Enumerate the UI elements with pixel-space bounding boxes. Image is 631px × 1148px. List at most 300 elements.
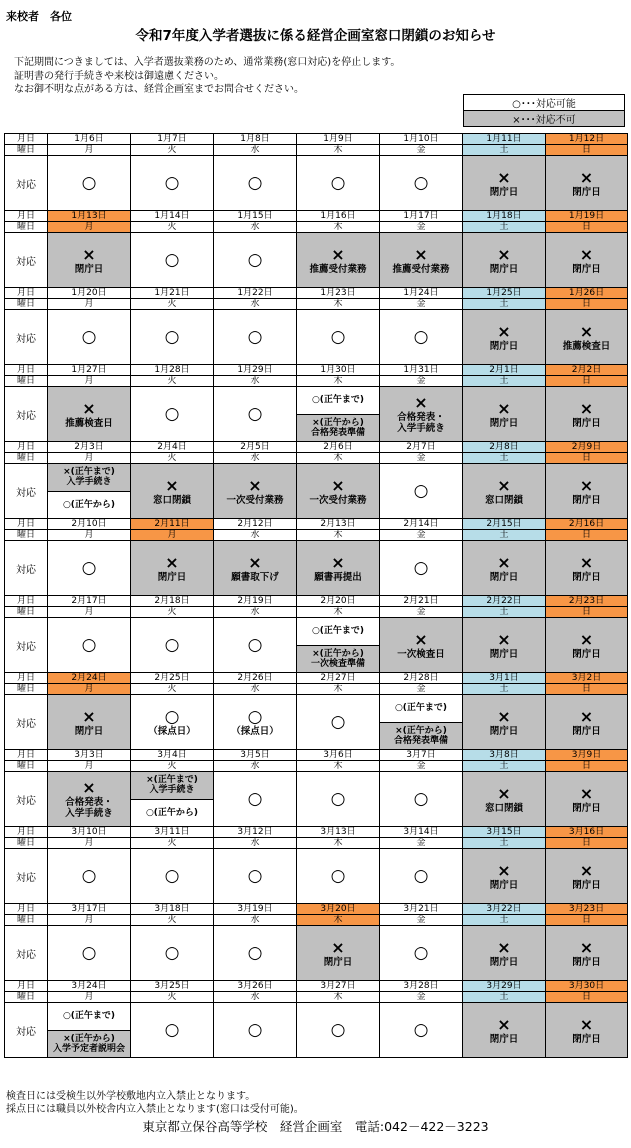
weekday-cell: 月	[48, 915, 131, 926]
weekday-cell: 金	[380, 838, 463, 849]
cross-icon: ×	[579, 706, 594, 726]
date-cell: 2月15日	[463, 519, 546, 530]
status-cell-closed	[463, 618, 546, 673]
weekday-cell: 月	[48, 145, 131, 156]
row-header-status: 対応	[5, 310, 48, 365]
cross-icon: ×	[579, 1014, 594, 1034]
status-cell-closed	[297, 541, 380, 596]
status-cell-open	[131, 618, 214, 673]
row-header-status: 対応	[5, 695, 48, 750]
circle-icon: ○	[164, 1020, 180, 1040]
weekday-cell: 土	[463, 684, 546, 695]
status-cell-closed	[297, 464, 380, 519]
circle-icon: ○	[81, 173, 97, 193]
circle-icon: ○	[330, 712, 346, 732]
status-text: 入学手続き	[66, 477, 112, 488]
open-note: （採点日）	[148, 725, 196, 737]
weekday-cell: 土	[463, 453, 546, 464]
weekday-cell: 木	[297, 992, 380, 1003]
status-text: ○(正午まで)	[394, 703, 448, 714]
status-cell-open	[48, 618, 131, 673]
date-cell: 3月19日	[214, 904, 297, 915]
closure-reason: 願書再提出	[314, 571, 362, 583]
date-cell: 2月14日	[380, 519, 463, 530]
date-row	[5, 442, 628, 453]
footnote: 検査日には受検生以外学校敷地内立入禁止となります。	[6, 1091, 256, 1102]
date-cell: 2月18日	[131, 596, 214, 607]
split-status	[48, 1003, 130, 1057]
weekday-cell: 金	[380, 299, 463, 310]
cross-icon: ×	[414, 244, 428, 264]
status-cell-split	[48, 1003, 131, 1058]
dow-row	[5, 761, 628, 772]
date-cell: 2月12日	[214, 519, 297, 530]
weekday-cell: 土	[463, 992, 546, 1003]
status-text: 合格発表準備	[310, 427, 365, 438]
date-cell: 3月29日	[463, 981, 546, 992]
row-header-dow: 曜日	[5, 838, 48, 849]
date-cell: 1月9日	[297, 134, 380, 145]
weekday-cell: 火	[131, 992, 214, 1003]
weekday-cell: 月	[48, 453, 131, 464]
row-header-dow: 曜日	[5, 992, 48, 1003]
status-cell-closed	[48, 387, 131, 442]
row-header-status: 対応	[5, 772, 48, 827]
date-row	[5, 211, 628, 222]
closure-reason: 閉庁日	[489, 956, 519, 968]
closure-reason: 閉庁日	[572, 802, 601, 814]
status-cell-open	[131, 1003, 214, 1058]
date-cell: 3月21日	[380, 904, 463, 915]
cross-icon: ×	[82, 706, 96, 726]
weekday-cell: 土	[463, 838, 546, 849]
status-row	[5, 695, 628, 750]
closure-reason: 閉庁日	[489, 1033, 519, 1045]
status-cell-closed	[463, 387, 546, 442]
weekday-cell: 水	[214, 838, 297, 849]
available-part	[380, 695, 462, 722]
circle-icon: ○	[81, 635, 97, 655]
row-header-dow: 曜日	[5, 299, 48, 310]
unavailable-part	[131, 772, 213, 799]
closure-reason: 閉庁日	[489, 879, 519, 891]
status-cell-closed	[546, 310, 628, 365]
closure-reason: 閉庁日	[489, 340, 519, 352]
weekday-cell: 土	[463, 145, 546, 156]
row-header-date: 月日	[5, 596, 48, 607]
status-cell-closed	[463, 849, 546, 904]
circle-icon: ○	[164, 250, 180, 270]
status-text: ×(正午まで)	[63, 467, 115, 478]
circle-icon: ○	[164, 173, 180, 193]
date-cell: 1月26日	[546, 288, 628, 299]
cross-icon: ×	[579, 321, 594, 341]
status-cell-closed	[546, 233, 628, 288]
closure-reason: 閉庁日	[572, 725, 601, 737]
status-cell-closed	[546, 772, 628, 827]
date-cell: 3月28日	[380, 981, 463, 992]
closure-reason: 願書取下げ	[231, 571, 279, 583]
date-cell: 2月26日	[214, 673, 297, 684]
status-cell-closed	[48, 695, 131, 750]
weekday-cell: 火	[131, 145, 214, 156]
status-row	[5, 310, 628, 365]
status-cell-open	[380, 310, 463, 365]
date-cell: 3月12日	[214, 827, 297, 838]
date-cell: 3月30日	[546, 981, 628, 992]
date-cell: 2月8日	[463, 442, 546, 453]
row-header-date: 月日	[5, 981, 48, 992]
circle-icon: ○	[247, 635, 263, 655]
date-row	[5, 904, 628, 915]
weekday-cell: 土	[463, 376, 546, 387]
split-status	[297, 387, 379, 441]
status-cell-open	[214, 695, 297, 750]
row-header-date: 月日	[5, 673, 48, 684]
status-cell-open	[214, 849, 297, 904]
cross-icon: ×	[579, 783, 594, 803]
cross-icon: ×	[497, 552, 511, 572]
closure-reason: 合格発表・	[65, 797, 113, 808]
page-title: 令和7年度入学者選抜に係る経営企画室窓口閉鎖のお知らせ	[135, 28, 496, 44]
status-cell-closed	[463, 695, 546, 750]
weekday-cell: 日	[546, 145, 628, 156]
status-cell-closed	[131, 464, 214, 519]
closure-reason: 閉庁日	[572, 571, 601, 583]
date-cell: 1月19日	[546, 211, 628, 222]
weekday-cell: 木	[297, 530, 380, 541]
date-cell: 2月11日	[131, 519, 214, 530]
row-header-status: 対応	[5, 464, 48, 519]
status-cell-closed	[297, 233, 380, 288]
date-cell: 2月17日	[48, 596, 131, 607]
available-part	[48, 1003, 130, 1030]
status-text: 合格発表準備	[393, 735, 448, 746]
status-text: ○(正午まで)	[311, 395, 365, 406]
date-cell: 3月23日	[546, 904, 628, 915]
status-cell-open	[297, 310, 380, 365]
dow-row	[5, 838, 628, 849]
unavailable-part	[48, 1030, 130, 1058]
cross-icon: ×	[579, 244, 594, 264]
weekday-cell: 火	[131, 607, 214, 618]
weekday-cell: 火	[131, 299, 214, 310]
date-row	[5, 673, 628, 684]
weekday-cell: 火	[131, 376, 214, 387]
weekday-cell: 日	[546, 299, 628, 310]
weekday-cell: 月	[48, 376, 131, 387]
split-status	[380, 695, 462, 749]
status-row	[5, 1003, 628, 1058]
status-text: 入学予定者説明会	[52, 1043, 125, 1054]
date-cell: 1月22日	[214, 288, 297, 299]
date-cell: 3月15日	[463, 827, 546, 838]
row-header-status: 対応	[5, 233, 48, 288]
date-cell: 1月20日	[48, 288, 131, 299]
cross-icon: ×	[497, 321, 511, 341]
weekday-cell: 水	[214, 915, 297, 926]
contact-info: 東京都立保谷高等学校 経営企画室 電話:042－422－3223	[142, 1119, 489, 1134]
status-cell-closed	[214, 464, 297, 519]
row-header-status: 対応	[5, 1003, 48, 1058]
status-cell-closed	[463, 310, 546, 365]
dow-row	[5, 145, 628, 156]
date-cell: 2月6日	[297, 442, 380, 453]
date-cell: 3月1日	[463, 673, 546, 684]
closure-reason: 閉庁日	[489, 725, 519, 737]
weekday-cell: 木	[297, 453, 380, 464]
status-cell-closed	[380, 618, 463, 673]
weekday-cell: 水	[214, 145, 297, 156]
status-text: 入学手続き	[149, 785, 195, 796]
row-header-dow: 曜日	[5, 376, 48, 387]
status-cell-open	[214, 156, 297, 211]
weekday-cell: 木	[297, 838, 380, 849]
circle-icon: ○	[164, 943, 180, 963]
status-cell-open	[380, 464, 463, 519]
weekday-cell: 金	[380, 761, 463, 772]
weekday-cell: 金	[380, 145, 463, 156]
closure-reason: 閉庁日	[489, 648, 519, 660]
status-cell-open	[380, 849, 463, 904]
circle-icon: ○	[247, 250, 263, 270]
date-cell: 3月25日	[131, 981, 214, 992]
status-text: ○(正午から)	[62, 499, 116, 510]
date-cell: 3月8日	[463, 750, 546, 761]
date-cell: 2月9日	[546, 442, 628, 453]
status-cell-open	[297, 849, 380, 904]
status-cell-open	[214, 1003, 297, 1058]
status-cell-closed	[463, 464, 546, 519]
date-cell: 1月18日	[463, 211, 546, 222]
status-cell-closed	[463, 1003, 546, 1058]
status-cell-open	[48, 156, 131, 211]
circle-icon: ○	[413, 481, 429, 501]
circle-icon: ○	[413, 866, 429, 886]
row-header-date: 月日	[5, 750, 48, 761]
status-text: ×(正午から)	[312, 648, 364, 659]
date-cell: 2月1日	[463, 365, 546, 376]
row-header-status: 対応	[5, 387, 48, 442]
date-cell: 2月10日	[48, 519, 131, 530]
circle-icon: ○	[330, 1020, 346, 1040]
closure-reason: 閉庁日	[572, 956, 601, 968]
status-cell-closed	[546, 541, 628, 596]
status-cell-open	[297, 695, 380, 750]
status-cell-closed	[463, 926, 546, 981]
weekday-cell: 木	[297, 145, 380, 156]
weekday-cell: 水	[214, 530, 297, 541]
circle-icon: ○	[330, 789, 346, 809]
footnote: 採点日には職員以外校舎内立入禁止となります(窓口は受付可能)。	[6, 1104, 304, 1115]
status-row	[5, 849, 628, 904]
weekday-cell: 火	[131, 222, 214, 233]
row-header-date: 月日	[5, 134, 48, 145]
cross-icon: ×	[497, 937, 511, 957]
circle-icon: ○	[81, 327, 97, 347]
row-header-date: 月日	[5, 288, 48, 299]
status-cell-split	[131, 772, 214, 827]
status-cell-open	[48, 310, 131, 365]
date-row	[5, 365, 628, 376]
row-header-date: 月日	[5, 827, 48, 838]
status-cell-split	[380, 695, 463, 750]
weekday-cell: 金	[380, 607, 463, 618]
date-cell: 2月28日	[380, 673, 463, 684]
weekday-cell: 日	[546, 838, 628, 849]
closure-reason: 閉庁日	[489, 263, 519, 275]
weekday-cell: 土	[463, 530, 546, 541]
date-cell: 3月20日	[297, 904, 380, 915]
row-header-status: 対応	[5, 618, 48, 673]
weekday-cell: 木	[297, 376, 380, 387]
status-row	[5, 233, 628, 288]
weekday-cell: 日	[546, 915, 628, 926]
date-cell: 2月4日	[131, 442, 214, 453]
status-text: ×(正午から)	[312, 417, 364, 428]
date-cell: 1月10日	[380, 134, 463, 145]
circle-icon: ○	[413, 327, 429, 347]
closure-reason: 推薦検査日	[562, 340, 611, 352]
date-cell: 1月24日	[380, 288, 463, 299]
date-cell: 2月27日	[297, 673, 380, 684]
weekday-cell: 金	[380, 915, 463, 926]
circle-icon: ○	[164, 635, 180, 655]
closure-reason: 閉庁日	[572, 494, 601, 506]
circle-icon: ○	[81, 558, 97, 578]
circle-icon: ○	[330, 866, 346, 886]
closure-reason: 一次受付業務	[226, 494, 284, 506]
circle-icon: ○	[413, 1020, 429, 1040]
cross-icon: ×	[497, 244, 511, 264]
date-cell: 3月22日	[463, 904, 546, 915]
circle-icon: ○	[164, 866, 180, 886]
weekday-cell: 水	[214, 222, 297, 233]
cross-icon: ×	[579, 167, 594, 187]
cross-icon: ×	[331, 244, 345, 264]
status-cell-closed	[546, 926, 628, 981]
circle-icon: ○	[247, 1020, 263, 1040]
status-text: ○(正午まで)	[62, 1011, 116, 1022]
available-part	[131, 799, 213, 827]
cross-icon: ×	[248, 475, 262, 495]
circle-icon: ○	[247, 404, 263, 424]
notice-line: 証明書の発行手続きや来校は御遠慮ください。	[14, 70, 224, 82]
closure-reason: 閉庁日	[74, 263, 104, 275]
dow-row	[5, 530, 628, 541]
cross-icon: ×	[497, 629, 511, 649]
status-row	[5, 618, 628, 673]
closure-reason: 推薦受付業務	[392, 263, 450, 275]
cross-icon: ×	[579, 937, 594, 957]
date-cell: 1月28日	[131, 365, 214, 376]
weekday-cell: 土	[463, 915, 546, 926]
row-header-dow: 曜日	[5, 222, 48, 233]
cross-icon: ×	[165, 552, 179, 572]
weekday-cell: 金	[380, 376, 463, 387]
weekday-cell: 火	[131, 761, 214, 772]
cross-icon: ×	[497, 167, 511, 187]
weekday-cell: 月	[131, 530, 214, 541]
split-status	[297, 618, 379, 672]
status-cell-open	[131, 849, 214, 904]
cross-icon: ×	[497, 1014, 511, 1034]
closure-reason: 閉庁日	[489, 186, 519, 198]
circle-icon: ○	[247, 706, 263, 727]
weekday-cell: 日	[546, 222, 628, 233]
date-cell: 3月27日	[297, 981, 380, 992]
date-cell: 3月18日	[131, 904, 214, 915]
closure-reason: 合格発表・	[397, 412, 445, 423]
closure-reason: 推薦検査日	[65, 417, 113, 429]
weekday-cell: 月	[48, 222, 131, 233]
status-cell-open	[380, 1003, 463, 1058]
weekday-cell: 水	[214, 992, 297, 1003]
weekday-cell: 火	[131, 915, 214, 926]
circle-icon: ○	[330, 327, 346, 347]
circle-icon: ○	[413, 173, 429, 193]
status-cell-open	[131, 387, 214, 442]
status-cell-closed	[463, 233, 546, 288]
row-header-date: 月日	[5, 442, 48, 453]
date-cell: 3月13日	[297, 827, 380, 838]
date-cell: 2月25日	[131, 673, 214, 684]
date-cell: 2月24日	[48, 673, 131, 684]
cross-icon: ×	[497, 783, 511, 803]
cross-icon: ×	[579, 629, 594, 649]
footnotes	[6, 1090, 304, 1116]
circle-icon: ○	[164, 327, 180, 347]
weekday-cell: 月	[48, 684, 131, 695]
date-cell: 3月16日	[546, 827, 628, 838]
date-cell: 1月17日	[380, 211, 463, 222]
date-cell: 1月23日	[297, 288, 380, 299]
unavailable-part	[297, 414, 379, 442]
circle-icon: ○	[247, 789, 263, 809]
circle-icon: ○	[247, 866, 263, 886]
status-cell-closed	[48, 233, 131, 288]
closure-reason: 推薦受付業務	[309, 263, 367, 275]
status-row	[5, 541, 628, 596]
notice-text	[14, 56, 400, 97]
date-row	[5, 981, 628, 992]
status-cell-closed	[380, 387, 463, 442]
dow-row	[5, 299, 628, 310]
closure-reason: 窓口閉鎖	[152, 494, 191, 506]
cross-icon: ×	[165, 475, 179, 495]
weekday-cell: 日	[546, 684, 628, 695]
unavailable-part	[380, 722, 462, 750]
date-row	[5, 134, 628, 145]
weekday-cell: 月	[48, 838, 131, 849]
status-cell-open	[380, 156, 463, 211]
closure-reason: 窓口閉鎖	[484, 802, 523, 814]
status-cell-open	[131, 233, 214, 288]
row-header-dow: 曜日	[5, 684, 48, 695]
date-cell: 2月23日	[546, 596, 628, 607]
date-cell: 3月5日	[214, 750, 297, 761]
status-cell-open	[297, 1003, 380, 1058]
weekday-cell: 月	[48, 530, 131, 541]
weekday-cell: 木	[297, 915, 380, 926]
date-row	[5, 519, 628, 530]
cross-icon: ×	[248, 552, 262, 572]
weekday-cell: 水	[214, 607, 297, 618]
date-cell: 3月7日	[380, 750, 463, 761]
status-cell-open	[214, 310, 297, 365]
weekday-cell: 日	[546, 453, 628, 464]
closure-reason: 閉庁日	[489, 571, 519, 583]
